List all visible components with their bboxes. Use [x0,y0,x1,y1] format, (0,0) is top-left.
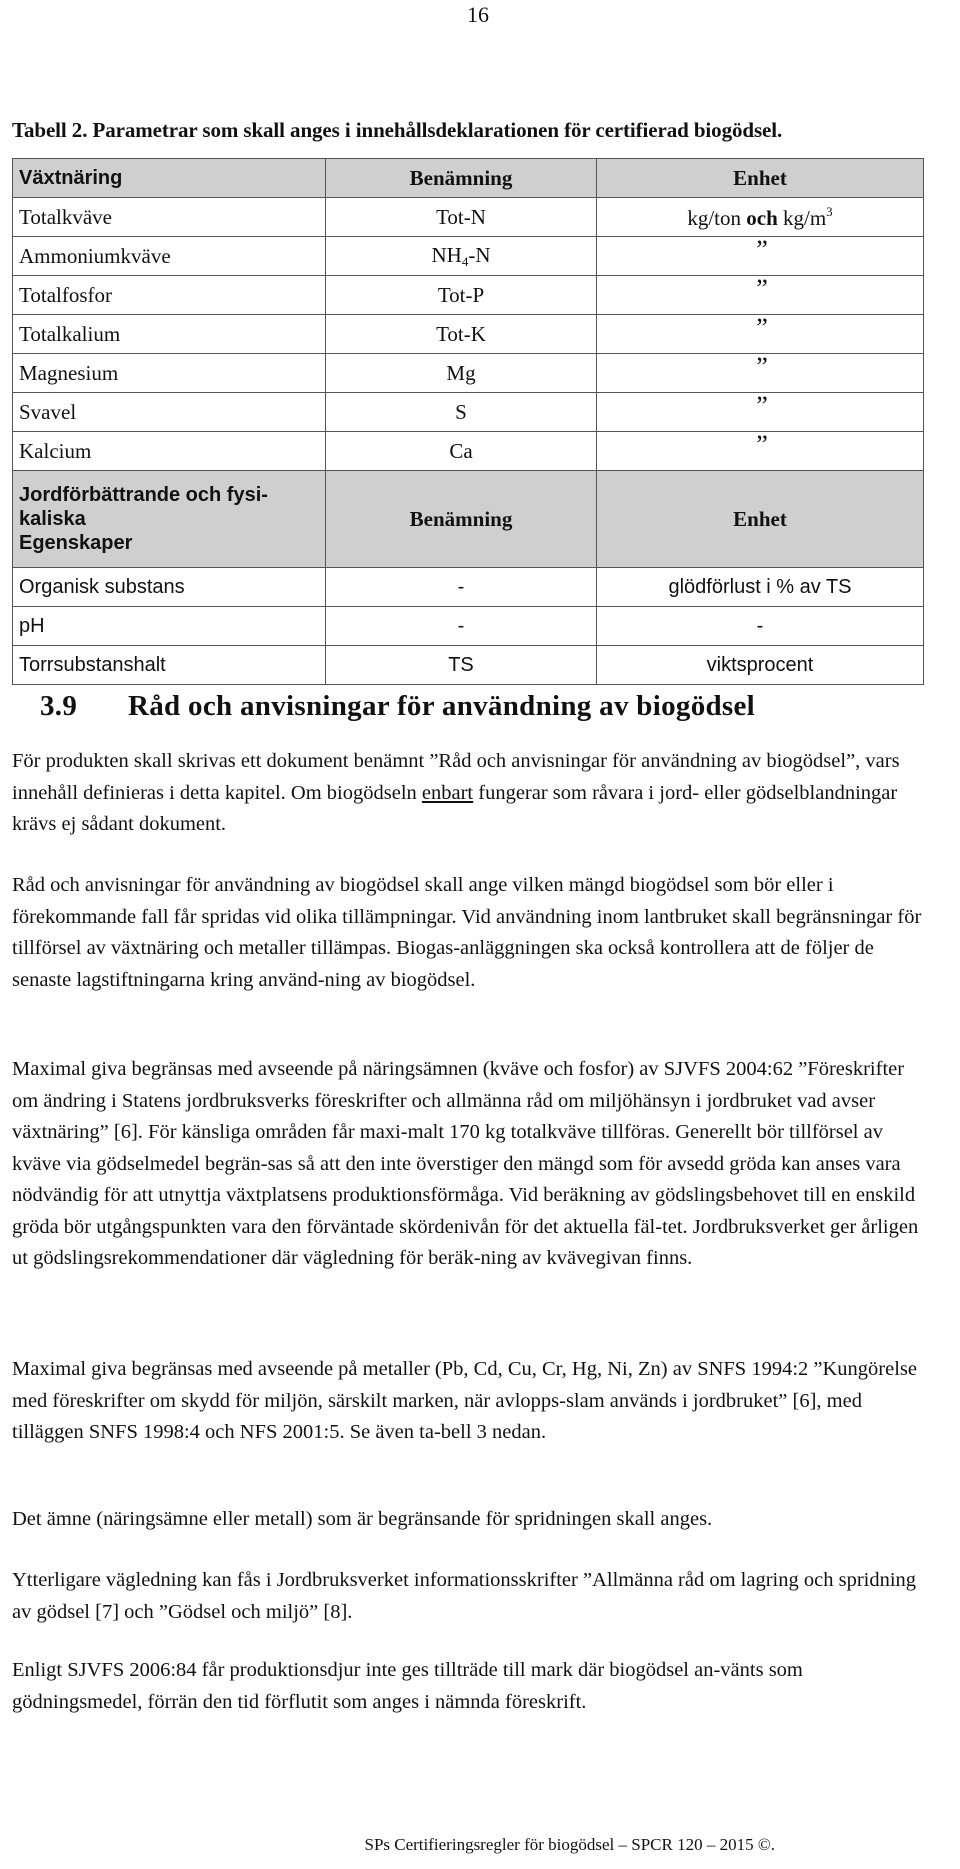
table-row [13,646,924,685]
table-row [13,568,924,607]
header-cell: Växtnäring [13,159,326,198]
param-unit: glödförlust i % av TS [597,568,924,607]
param-code: TS [326,646,597,685]
param-unit: viktsprocent [597,646,924,685]
section-number: 3.9 [40,690,78,722]
table-row [13,432,924,471]
header-cell: Benämning [326,471,597,568]
table-row [13,607,924,646]
param-unit: ” [597,276,924,315]
table-row [13,354,924,393]
paragraph: För produkten skall skrivas ett dokument benämnt ”Råd och anvisningar för användning av biogödsel”, vars innehåll definieras i detta kapitel. Om biogödseln enbart fungerar som råvara i jord- eller gödselblandningar krävs ej sådant dokument. [12,750,900,835]
param-name: Totalkalium [13,315,326,354]
param-name: Organisk substans [13,568,326,607]
section-title: Råd och anvisningar för användning av biogödsel [128,690,756,722]
param-code: - [326,607,597,646]
param-name: Ammoniumkväve [13,237,326,276]
paragraph: Ytterligare vägledning kan fås i Jordbruksverket informationsskrifter ”Allmänna råd om lagring och spridning av gödsel [7] och ”Gödsel och miljö” [8]. [12,1569,917,1623]
table-header-row [13,159,924,198]
param-code: - [326,568,597,607]
paragraph: Enligt SJVFS 2006:84 får produktionsdjur inte ges tillträde till mark där biogödsel an-vänts som gödningsmedel, förrän den tid förflutit som anges i nämnda föreskrift. [12,1659,803,1713]
parameter-table [12,158,924,685]
param-unit: ” [597,432,924,471]
param-code: Tot-N [326,198,597,237]
paragraph: Maximal giva begränsas med avseende på näringsämnen (kväve och fosfor) av SJVFS 2004:62 ”Föreskrifter om ändring i Statens jordbruksverks föreskrifter och allmänna råd om miljöhänsyn i jordbruket vad avser växtnäring” [6]. För känsliga områden får maxi-malt 170 kg totalkväve tillföras. Generellt bör tillförsel av kväve via gödselmedel begrän-sas så att den inte överstiger den mängd som för avsedd gröda kan anses vara nödvändig för att utnyttja växtplatsens produktionsförmåga. Vid beräkning av gödslingsbehovet till en enskild gröda bör utgångspunkten vara den förväntade skördenivån för det aktuella fäl-tet. Jordbruksverket ger årligen ut gödslingsrekommendationer där vägledning för beräk-ning av kvävegivan finns. [12,1058,919,1269]
param-unit: ” [597,354,924,393]
param-code: Tot-K [326,315,597,354]
table-caption: Tabell 2. Parametrar som skall anges i innehållsdeklarationen för certifierad biogödsel. [12,118,783,142]
paragraph: Råd och anvisningar för användning av biogödsel skall ange vilken mängd biogödsel som bör eller i förekommande fall får spridas vid olika tillämpningar. Vid användning inom lantbruket skall begränsningar för tillförsel av växtnäring och metaller tillämpas. Biogas-anläggningen ska också kontrollera att de följer de senaste lagstiftningarna kring använd-ning av biogödsel. [12,874,922,991]
param-name: Totalfosfor [13,276,326,315]
param-name: pH [13,607,326,646]
header-cell: Benämning [326,159,597,198]
table-row [13,237,924,276]
param-unit: ” [597,315,924,354]
param-name: Magnesium [13,354,326,393]
param-code: $NH_4-N$ [326,237,597,276]
param-code: Ca [326,432,597,471]
page-number: 16 [467,2,489,27]
table-row [13,393,924,432]
param-name: Torrsubstanshalt [13,646,326,685]
page-footer: SPs Certifieringsregler för biogödsel – SPCR 120 – 2015 ©. [364,1835,775,1854]
param-unit: ” [597,393,924,432]
param-code: Tot-P [326,276,597,315]
header-cell: Enhet [597,471,924,568]
paragraph: Det ämne (näringsämne eller metall) som är begränsande för spridningen skall anges. [12,1508,713,1530]
param-unit: kg/ton och $kg/m^3$ [597,198,924,237]
header-cell: Jordförbättrande och fysi- kaliska Egenskaper [13,471,326,568]
table-subheader-row [13,471,924,568]
table-row [13,315,924,354]
param-name: Kalcium [13,432,326,471]
table-row [13,198,924,237]
param-unit: ” [597,237,924,276]
param-unit: - [597,607,924,646]
table-row [13,276,924,315]
param-name: Svavel [13,393,326,432]
param-name: Totalkväve [13,198,326,237]
param-code: Mg [326,354,597,393]
param-code: S [326,393,597,432]
paragraph: Maximal giva begränsas med avseende på metaller (Pb, Cd, Cu, Cr, Hg, Ni, Zn) av SNFS 1994:2 ”Kungörelse med föreskrifter om skydd för miljön, särskilt marken, när avlopps-slam används i jordbruket” [6], med tilläggen SNFS 1998:4 och NFS 2001:5. Se även ta-bell 3 nedan. [12,1358,917,1443]
header-cell: Enhet [597,159,924,198]
